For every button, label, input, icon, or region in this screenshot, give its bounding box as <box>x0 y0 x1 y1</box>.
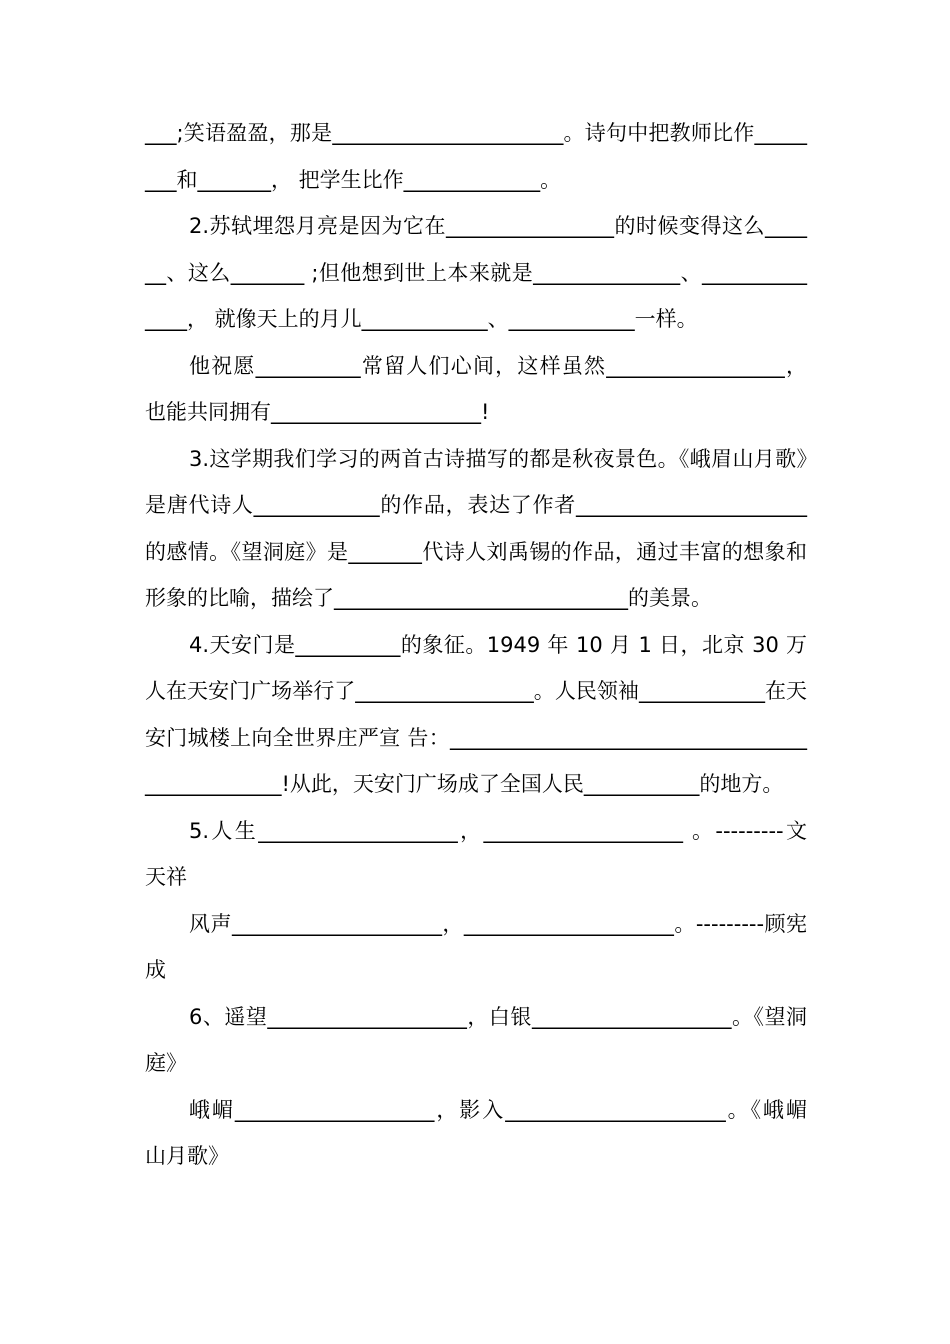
question-2-su-shi: 2.苏轼埋怨月亮是因为它在________________的时候变得这么______、这么_______ ;但他想到世上本来就是______________、______________， 就像天上的月儿____________、____________一样。 <box>145 214 807 331</box>
question-5-wen-tianxiang: 5.人生___________________，___________________ 。---------文天祥 <box>145 818 807 889</box>
paragraph-teacher-metaphor: ___;笑语盈盈，那是______________________。诗句中把教师比作________和_______， 把学生比作_____________。 <box>145 121 807 192</box>
document-page <box>145 110 807 1180</box>
question-4-tiananmen: 4.天安门是__________的象征。1949 年 10 月 1 日，北京 30 万人在天安门广场举行了_________________。人民领袖____________在天安门城楼上向全世界庄严宣 告：_______________________________________________!从此，天安门广场成了全国人民___________的地方。 <box>145 632 807 796</box>
question-6-wang-dongting: 6、遥望___________________，白银___________________。《望洞庭》 <box>145 1004 807 1075</box>
question-5-gu-xiancheng: 风声____________________，____________________。---------顾宪成 <box>145 911 807 982</box>
question-6-emei-moon: 峨嵋___________________，影入_____________________。《峨嵋山月歌》 <box>145 1097 807 1168</box>
question-2-wish: 他祝愿__________常留人们心间，这样虽然_________________，也能共同拥有____________________! <box>145 353 807 424</box>
question-3-ancient-poems: 3.这学期我们学习的两首古诗描写的都是秋夜景色。《峨眉山月歌》是唐代诗人____________的作品，表达了作者______________________的感情。《望洞庭》是_______代诗人刘禹锡的作品，通过丰富的想象和形象的比喻，描绘了____________________________的美景。 <box>145 446 807 610</box>
